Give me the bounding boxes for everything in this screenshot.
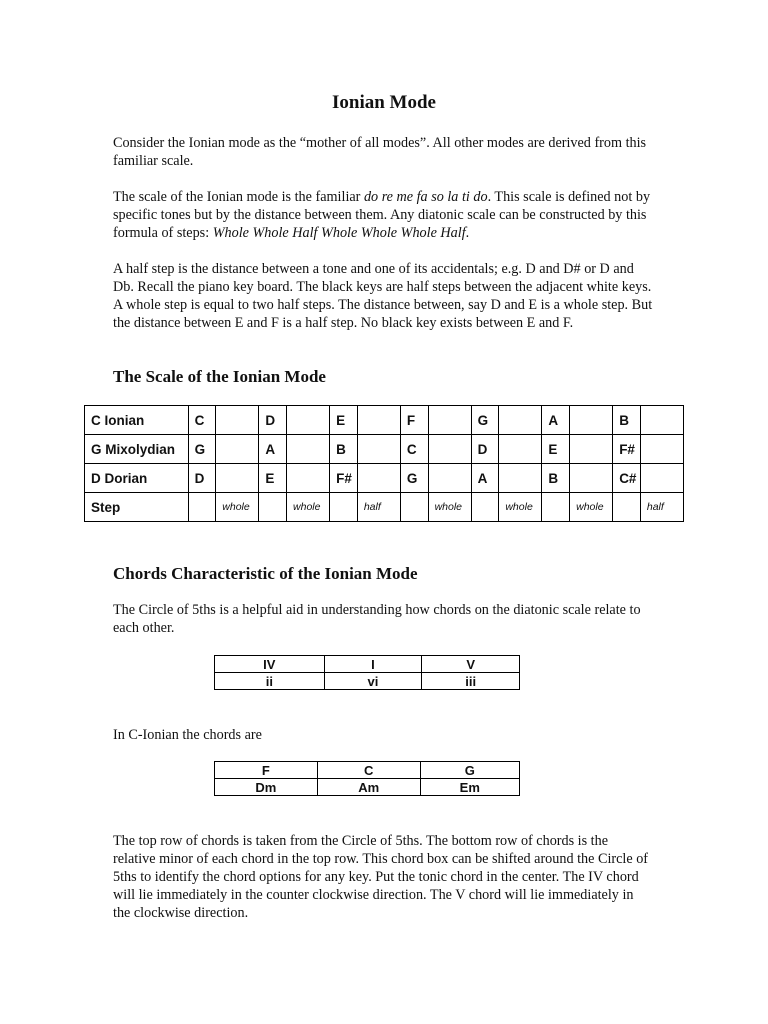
- scale-cell: D: [188, 464, 216, 493]
- scale-cell: [357, 406, 400, 435]
- scale-paragraph: [113, 188, 653, 242]
- scale-text-1: The scale of the Ionian mode is the familiar: [113, 189, 364, 205]
- chord-row-top: [215, 656, 520, 673]
- scale-row-label: G Mixolydian: [85, 435, 189, 464]
- scale-cell: whole: [287, 493, 330, 522]
- scale-cell: [640, 464, 683, 493]
- chord-cell: V: [422, 656, 520, 673]
- scale-cell: half: [640, 493, 683, 522]
- scale-cell: [499, 464, 542, 493]
- scale-text-2: . This scale is defined not by specific tones but by the distance between them. Any diatonic scale can be constructed by this formula of steps:: [113, 189, 651, 241]
- scale-cell: whole: [216, 493, 259, 522]
- intro-paragraph: Consider the Ionian mode as the “mother of all modes”. All other modes are derived from this familiar scale.: [113, 135, 647, 169]
- scale-cell: whole: [570, 493, 613, 522]
- chord-row-top: [215, 762, 520, 779]
- scale-row-label: C Ionian: [85, 406, 189, 435]
- scale-row: [85, 435, 684, 464]
- scale-cell: whole: [499, 493, 542, 522]
- scale-cell: [188, 493, 216, 522]
- chord-row-bottom: [215, 779, 520, 796]
- scale-cell: G: [188, 435, 216, 464]
- scale-cell: [216, 435, 259, 464]
- scale-cell: [216, 406, 259, 435]
- scale-cell: F: [400, 406, 428, 435]
- scale-row: [85, 464, 684, 493]
- scale-row-label: D Dorian: [85, 464, 189, 493]
- scale-cell: [570, 406, 613, 435]
- scale-table: [84, 405, 684, 522]
- solfege-text: do re me fa so la ti do: [363, 189, 488, 205]
- scale-cell: B: [542, 464, 570, 493]
- scale-cell: [216, 464, 259, 493]
- scale-cell: E: [330, 406, 358, 435]
- chord-row-bottom: [215, 673, 520, 690]
- scale-cell: B: [330, 435, 358, 464]
- scale-cell: [570, 464, 613, 493]
- scale-cell: C: [400, 435, 428, 464]
- scale-cell: [640, 406, 683, 435]
- scale-cell: [570, 435, 613, 464]
- chord-cell: Dm: [215, 779, 318, 796]
- scale-cell: whole: [428, 493, 471, 522]
- scale-cell: [499, 406, 542, 435]
- c-ionian-chords-table: [214, 761, 520, 796]
- scale-cell: [357, 435, 400, 464]
- scale-cell: [471, 493, 499, 522]
- scale-cell: [287, 464, 330, 493]
- chord-cell: Am: [317, 779, 420, 796]
- chord-cell: G: [420, 762, 519, 779]
- page-title: Ionian Mode: [332, 92, 436, 113]
- scale-cell: [400, 493, 428, 522]
- scale-row-label: Step: [85, 493, 189, 522]
- chord-cell: IV: [215, 656, 325, 673]
- scale-cell: E: [542, 435, 570, 464]
- scale-cell: [330, 493, 358, 522]
- scale-cell: D: [259, 406, 287, 435]
- scale-cell: half: [357, 493, 400, 522]
- scale-heading: The Scale of the Ionian Mode: [113, 367, 326, 386]
- scale-cell: [357, 464, 400, 493]
- scale-cell: F#: [613, 435, 641, 464]
- scale-cell: [499, 435, 542, 464]
- scale-row: [85, 406, 684, 435]
- scale-row: [85, 493, 684, 522]
- scale-cell: A: [471, 464, 499, 493]
- scale-cell: [542, 493, 570, 522]
- scale-cell: [428, 435, 471, 464]
- scale-cell: A: [542, 406, 570, 435]
- scale-cell: [287, 406, 330, 435]
- scale-cell: C: [188, 406, 216, 435]
- scale-cell: [428, 406, 471, 435]
- chord-cell: vi: [324, 673, 422, 690]
- scale-cell: A: [259, 435, 287, 464]
- scale-cell: G: [471, 406, 499, 435]
- scale-cell: [287, 435, 330, 464]
- chord-cell: C: [317, 762, 420, 779]
- closing-paragraph: The top row of chords is taken from the Circle of 5ths. The bottom row of chords is the relative minor of each chord in the top row. This chord box can be shifted around the Circle of 5ths to identify the chord options for any key. Put the tonic chord in the center. The IV chord will lie immediately in the counter clockwise direction. The V chord will lie immediately in the clockwise direction.: [113, 833, 649, 921]
- scale-cell: [640, 435, 683, 464]
- c-ionian-paragraph: In C-Ionian the chords are: [113, 727, 262, 743]
- scale-cell: E: [259, 464, 287, 493]
- circle-of-fifths-table: [214, 655, 520, 690]
- chords-heading: Chords Characteristic of the Ionian Mode: [113, 564, 418, 583]
- scale-cell: [428, 464, 471, 493]
- scale-cell: B: [613, 406, 641, 435]
- chord-cell: Em: [420, 779, 519, 796]
- scale-cell: G: [400, 464, 428, 493]
- scale-cell: F#: [330, 464, 358, 493]
- circle-paragraph: The Circle of 5ths is a helpful aid in understanding how chords on the diatonic scale relate to each other.: [113, 602, 641, 636]
- chord-cell: I: [324, 656, 422, 673]
- chord-cell: F: [215, 762, 318, 779]
- scale-cell: [613, 493, 641, 522]
- chord-cell: iii: [422, 673, 520, 690]
- scale-cell: [259, 493, 287, 522]
- scale-cell: C#: [613, 464, 641, 493]
- scale-cell: D: [471, 435, 499, 464]
- chord-cell: ii: [215, 673, 325, 690]
- step-formula: Whole Whole Half Whole Whole Whole Half: [212, 225, 466, 241]
- scale-text-3: .: [465, 225, 470, 241]
- half-step-paragraph: A half step is the distance between a tone and one of its accidentals; e.g. D and D# or D and Db. Recall the piano key board. The black keys are half steps between the adjacent white keys. A whole step is equal to two half steps. The distance between, say D and E is a whole step. But the distance between E and F is a half step. No black key exists between E and F.: [113, 261, 653, 331]
